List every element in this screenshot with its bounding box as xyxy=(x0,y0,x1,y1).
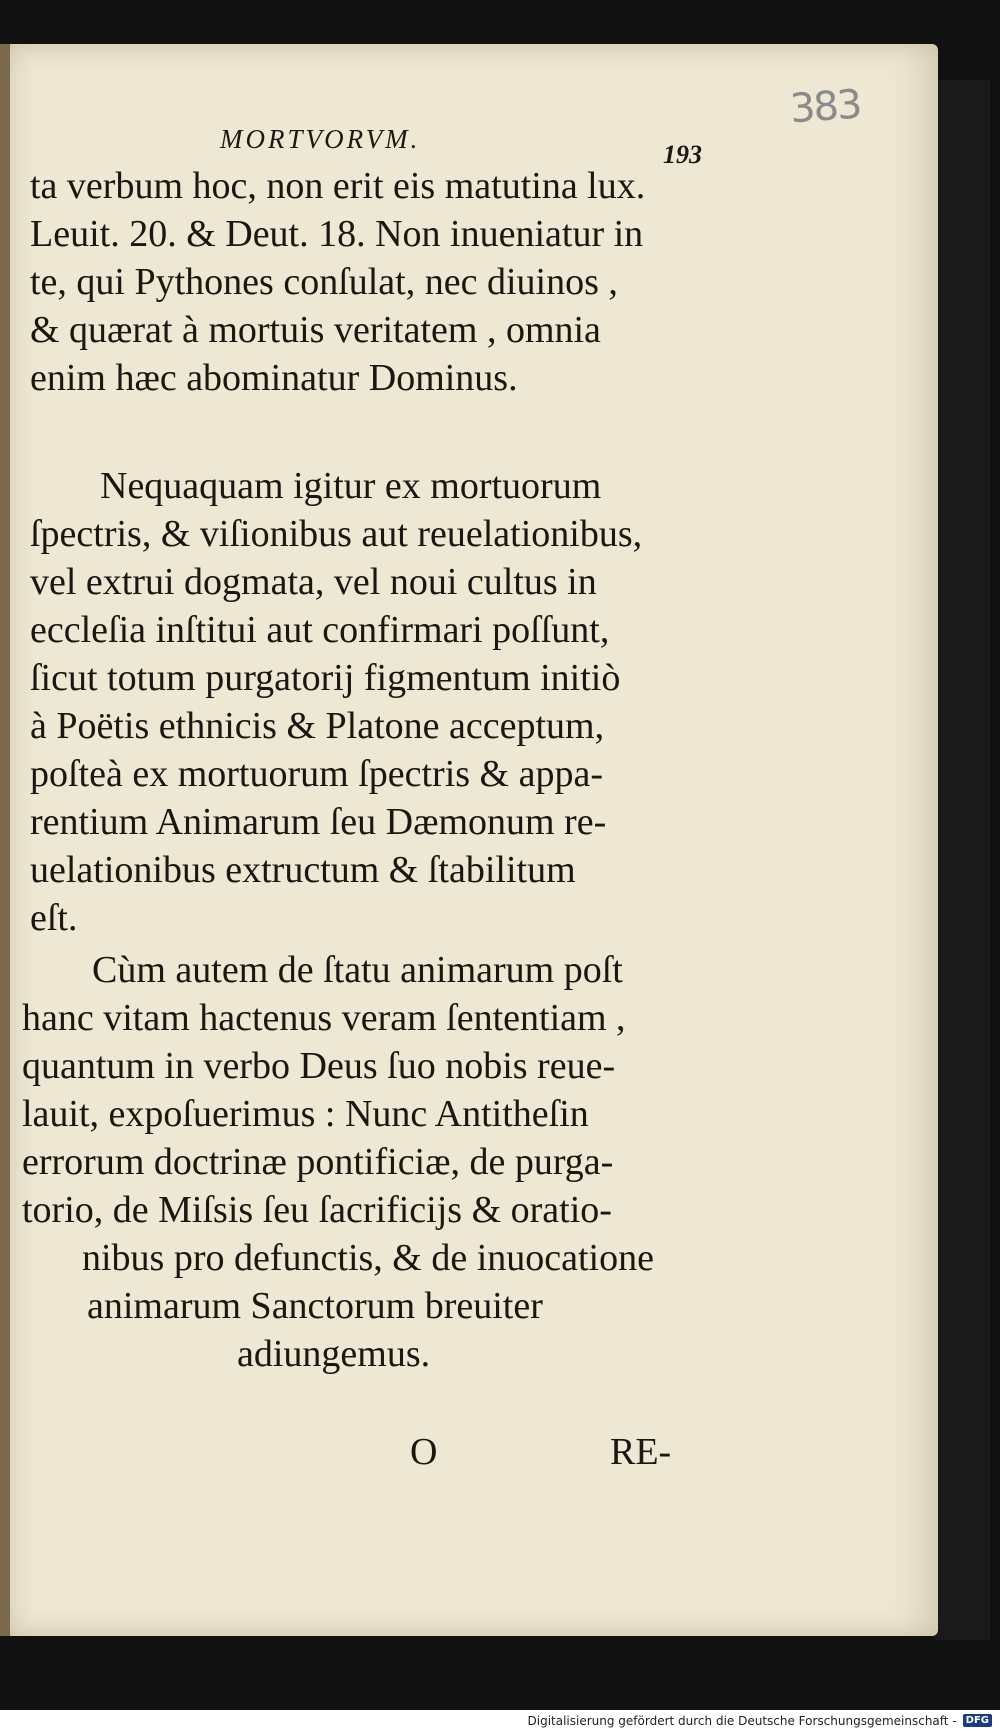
text-line: vel extrui dogmata, vel noui cultus in xyxy=(30,561,597,603)
text-line: Nequaquam igitur ex mortuorum xyxy=(100,465,602,507)
digitization-footer xyxy=(528,1710,993,1731)
paragraph-2 xyxy=(30,462,710,942)
signature-mark: O xyxy=(410,1431,438,1473)
text-line: te, qui Pythones conſulat, nec diuinos , xyxy=(30,261,618,303)
text-line: nibus pro defunctis, & de inuocatione xyxy=(82,1237,654,1279)
text-line: lauit, expoſuerimus : Nunc Antitheſin xyxy=(22,1093,589,1135)
text-line: poſteà ex mortuorum ſpectris & appa- xyxy=(30,753,603,795)
text-line: eſt. xyxy=(30,897,78,939)
text-line: ſpectris, & viſionibus aut reuelationibus, xyxy=(30,513,643,555)
text-line: eccleſia inſtitui aut confirmari poſſunt, xyxy=(30,609,610,651)
text-line: à Poëtis ethnicis & Platone acceptum, xyxy=(30,705,605,747)
text-line: Leuit. 20. & Deut. 18. Non inueniatur in xyxy=(30,213,644,255)
footer-text: Digitalisierung gefördert durch die Deutsche Forschungsgemeinschaft - xyxy=(527,1713,957,1728)
paragraph-1 xyxy=(30,162,710,402)
paragraph-3 xyxy=(22,946,702,1378)
text-line: quantum in verbo Deus ſuo nobis reue- xyxy=(22,1045,616,1087)
text-line: rentium Animarum ſeu Dæmonum re- xyxy=(30,801,607,843)
text-line: enim hæc abominatur Dominus. xyxy=(30,357,518,399)
text-line: errorum doctrinæ pontificiæ, de purga- xyxy=(22,1141,614,1183)
text-line: & quærat à mortuis veritatem , omnia xyxy=(30,309,601,351)
text-line: ta verbum hoc, non erit eis matutina lux. xyxy=(30,165,646,207)
book-spine xyxy=(0,44,10,1636)
text-line: Cùm autem de ſtatu animarum poſt xyxy=(92,949,623,991)
text-line: ſicut totum purgatorij figmentum initiò xyxy=(30,657,621,699)
pencil-note: 383 xyxy=(788,81,862,133)
book-edge xyxy=(935,80,990,1640)
dfg-logo: DFG xyxy=(963,1714,992,1727)
text-line: hanc vitam hactenus veram ſententiam , xyxy=(22,997,626,1039)
text-line: animarum Sanctorum breuiter xyxy=(87,1285,543,1327)
folio-number: 193 xyxy=(663,140,702,169)
text-line: torio, de Miſsis ſeu ſacrificijs & oratio- xyxy=(22,1189,612,1231)
text-line: uelationibus extructum & ſtabilitum xyxy=(30,849,576,891)
catchword: RE- xyxy=(610,1431,672,1473)
text-line: adiungemus. xyxy=(237,1333,431,1375)
running-head: MORTVORVM. xyxy=(220,124,421,154)
